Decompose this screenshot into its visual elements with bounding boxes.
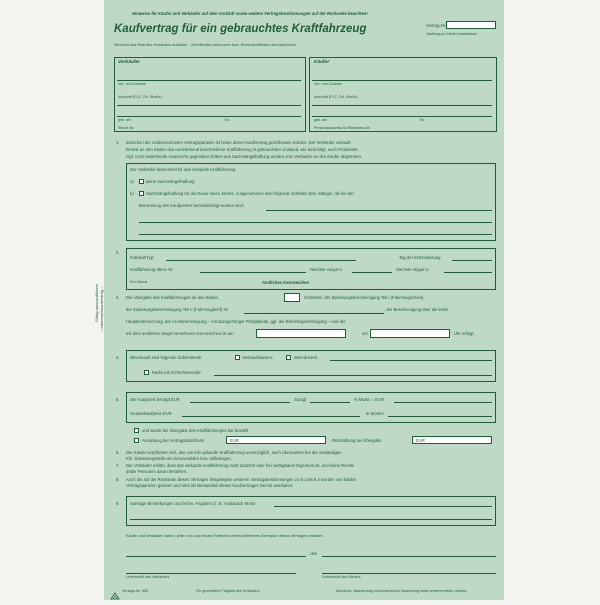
- s2-kennz-line[interactable]: [200, 272, 306, 273]
- s3-text-1: Die Übergabe des Kraftfahrzeuges an den Käufer,: [126, 295, 219, 300]
- s2-abgas: Nächste Abgas-U.: [396, 267, 430, 272]
- buyer-phone-label: Tel.:: [419, 118, 426, 122]
- s6-num: 6.: [116, 450, 120, 455]
- s1-line-1: Zwischen der vorbezeichneten Vertragsparteien ist heute dieser Kaufvertrag geschlossen worden. Der Verkäufer verkauft: [126, 140, 351, 145]
- s5-zuzgl: zuzügl.: [294, 397, 308, 402]
- s8-line-1: Auch die auf der Rückseite dieses Vertrages festgelegten weiteren Vertragsbestimmungen zu 8.1 bis 8.4 wurden von beiden: [126, 477, 357, 482]
- s1-b-text2: Bemessung des Kaufpreises berücksichtigt worden sind:: [139, 203, 244, 208]
- buyer-signature-line[interactable]: [322, 573, 496, 574]
- s1-line-3: Ggf. noch bestehende Ansprüche gegenüber Dritten aus Sachmängelhaftung werden vom Verkäufer an den Käufer abgetreten.: [126, 154, 363, 159]
- s3-text-3: der Zulassungsbescheinigung Teil II (Fahrzeugbrief) Nr.: [126, 307, 229, 312]
- s5-eur2: EUR: [416, 438, 425, 443]
- footer-verlag: Verlags-Nr. 506: [122, 589, 149, 593]
- s1-line-2: hiermit an den Käufer das nachstehend beschriebene Kraftfahrzeug in gebrauchtem Zustand, wie besichtigt, nach Probefahrt.: [126, 147, 359, 152]
- side-text-2: – Interessenkaufvertrag –: [99, 286, 104, 332]
- s2-fabrikat-line[interactable]: [166, 260, 356, 261]
- s4-num: 4.: [116, 355, 120, 360]
- buyer-address-line[interactable]: [312, 105, 492, 106]
- s3-num: 3.: [116, 295, 120, 300]
- publisher-logo-icon: [110, 587, 120, 605]
- seller-steuer-label: Steuer-Nr.: [118, 126, 135, 130]
- s5-num: 5.: [116, 397, 120, 402]
- s5-rest: Restzahlung bei Übergabe: [332, 438, 382, 443]
- s5-anzahlung: Anzahlung bei Vertragsabschluss: [142, 438, 204, 443]
- seller-phone-label: Tel.:: [224, 118, 231, 122]
- s1-liability-box: [126, 163, 496, 241]
- seller-title: Verkäufer: [118, 60, 140, 65]
- footer-left: Für gewerbliche Tätigkeit des Verkäufers: [196, 589, 260, 593]
- seller-address-line[interactable]: [117, 105, 301, 106]
- seller-address-label: Anschrift (PLZ, Ort, Straße): [118, 95, 162, 99]
- s2-erstzulassung: Tag der Erstzulassung: [399, 255, 441, 260]
- s6-line-2: Kfz.-Zulassungsstelle ein-/umzumelden bzw. stillzulegen.: [126, 456, 232, 461]
- vertrag-sub: Nachtrag zu Käufer-Nachtweise: [426, 32, 477, 36]
- s9-num: 9.: [116, 501, 120, 506]
- s2-abgas-line[interactable]: [444, 272, 492, 273]
- s8-line-2: Vertragsparteien gelesen und sind als Bestandteil dieses Kaufvertrages hiermit anerkannt.: [126, 483, 294, 488]
- side-text-1: Gültig durchzuführen!: [94, 283, 99, 322]
- s8-num: 8.: [116, 477, 120, 482]
- s5-preis-line[interactable]: [190, 402, 290, 403]
- s1-a-text: keine Sachmängelhaftung: [146, 179, 195, 184]
- s4-opt1-checkbox[interactable]: [235, 355, 240, 360]
- buyer-phone-line[interactable]: [312, 116, 492, 117]
- buyer-name-line[interactable]: [312, 80, 492, 81]
- date-line[interactable]: [322, 556, 496, 557]
- s5-mwst-rate-line[interactable]: [310, 402, 350, 403]
- s7-line-1: Der Verkäufer erklärt, dass das verkaufte Kraftfahrzeug nicht Zubehör oder frei verfügbaren Eigentum ist, und keine Rechte: [126, 463, 355, 468]
- seller-phone-line[interactable]: [117, 116, 301, 117]
- signature-den: , den: [308, 551, 318, 556]
- s3-uhr: Uhr erfolgt.: [454, 331, 475, 336]
- s3-date-field[interactable]: [256, 329, 346, 338]
- s1-a-label: a): [130, 179, 134, 184]
- s3-keys-count-field[interactable]: [284, 293, 300, 302]
- page-title: Kaufvertrag für ein gebrauchtes Kraftfahrzeug: [114, 23, 367, 35]
- s4-opt2-checkbox[interactable]: [286, 355, 291, 360]
- s5-gesamt-line[interactable]: [182, 416, 360, 417]
- buyer-geb-label: geb. am: [314, 118, 327, 122]
- s4-other-line[interactable]: [330, 360, 492, 361]
- s1-defects-line-2[interactable]: [139, 222, 492, 223]
- s2-amtlich: Amtliches Kennzeichen: [262, 280, 310, 285]
- s7-line-2: dritter Personen daran bestehen.: [126, 469, 188, 474]
- buyer-name-label: Vor- und Zuname: [314, 82, 342, 86]
- s3-text-6: mit dem amtlichen Siegel versehenen Kennzeichen ist am: [126, 331, 234, 336]
- s1-b-label: b): [130, 191, 134, 196]
- seller-geb-label: geb. am: [118, 118, 131, 122]
- vertrag-nr-label: Vertrag-Nr.: [426, 23, 447, 28]
- s1-a-checkbox[interactable]: [139, 179, 144, 184]
- s4-text: Mitverkauft sind folgende Zubehörteile:: [130, 355, 203, 360]
- s5-preis: Der Kaufpreis beträgt EUR: [130, 397, 180, 402]
- seller-signature-line[interactable]: [126, 573, 296, 574]
- s5-bezahlt: und wurde bei Übergabe des Kraftfahrzeuges bar bezahlt: [142, 428, 249, 433]
- s3-time-field[interactable]: [370, 329, 450, 338]
- s1-num: 1.: [116, 140, 120, 145]
- s4-extra-line[interactable]: [214, 375, 492, 376]
- seller-signature-label: Unterschrift des Verkäufers: [126, 575, 170, 579]
- s1-b-text: Sachmängelhaftung für die Dauer eines Jahres. Ausgenommen sind folgende Schäden bzw. Mängel, die bei der: [146, 191, 354, 196]
- header-note: Hinweise für Käufer und Verkäufer auf dem Vorblatt sowie weitere Vertragsbestimmungen auf der Rückseite beachten!: [132, 11, 368, 16]
- seller-name-line[interactable]: [117, 80, 301, 81]
- s5-mwst: % MwSt. = EUR: [354, 397, 385, 402]
- s5-gesamt: Gesamtkaufpreis EUR: [130, 411, 172, 416]
- s1-defects-line-1[interactable]: [266, 210, 492, 211]
- s2-km: Km-Stand: [130, 280, 147, 284]
- s3-text-4: , der Bescheinigung über die letzte: [384, 307, 449, 312]
- s9-line-2[interactable]: [130, 519, 492, 520]
- s4-opt3-checkbox[interactable]: [144, 370, 149, 375]
- s5-eur1: EUR: [230, 438, 239, 443]
- s2-erstzulassung-line[interactable]: [452, 260, 492, 261]
- s2-fabrikat: Fabrikat/Typ:: [130, 255, 155, 260]
- s3-text-2: Schlüssel, der Zulassungsbescheinigung Teil I (Fahrzeugschein),: [304, 295, 425, 300]
- s6-line-1: Der Käufer verpflichtet sich, das von ihm gekaufte Kraftfahrzeug unverzüglich, nach Übernahme bei der zuständigen: [126, 450, 342, 455]
- s2-kennz: Kraftfahrzeug-Ident.-Nr.: [130, 267, 174, 272]
- buyer-id-label: Personalausweis-Nr./Reisepass-Nr.: [314, 126, 371, 130]
- s5-anzahlung-checkbox[interactable]: [134, 438, 139, 443]
- s3-um: um: [362, 331, 368, 336]
- s4-opt2: Warndreieck,: [294, 355, 319, 360]
- s2-hauptu-line[interactable]: [352, 272, 392, 273]
- buyer-signature-label: Unterschrift des Käufers: [322, 575, 361, 579]
- signature-intro: Käufer und Verkäufer haben, jeder von uns beiden Partnern unterschriebenes Exemplar dieses Vertrages erhalten.: [126, 533, 324, 538]
- footer-right: Nachdruck, Nachahmung und elektronische Speicherung sowie urheberrechtlich verboten: [336, 589, 468, 593]
- s1-b-checkbox[interactable]: [139, 191, 144, 196]
- s1-defects-line-3[interactable]: [139, 234, 492, 235]
- s5-mwst-amount-line[interactable]: [394, 402, 492, 403]
- s1-box-title: Der Verkäufer übernimmt für das verkaufte Kraftfahrzeug: [130, 167, 236, 172]
- buyer-address-label: Anschrift (PLZ, Ort, Straße): [314, 95, 358, 99]
- s4-opt1: Verbandskasten,: [242, 355, 274, 360]
- s5-bezahlt-checkbox[interactable]: [134, 428, 139, 433]
- s2-hauptu: Nächste Haupt-U.: [310, 267, 344, 272]
- s2-num: 2.: [116, 250, 120, 255]
- s4-opt3: Radio mit Sicherheitscode: [152, 370, 201, 375]
- s3-brief-nr-line[interactable]: [244, 313, 384, 314]
- contract-sheet: [94, 0, 504, 600]
- vertrag-nr-field[interactable]: [446, 21, 496, 29]
- buyer-title: Käufer: [314, 60, 330, 65]
- seller-name-label: Vor- und Zuname: [118, 82, 146, 86]
- s7-num: 7.: [116, 463, 120, 468]
- s3-text-5: Hauptuntersuchung, der AU-Bescheinigung – mit dazugehöriger Prüfplakette, ggf. der Betriebsgenehmigung – und der: [126, 319, 346, 324]
- instruction-text: Schreibd das Blatt des Verkäufers ausfüllen · Zutreffendes ankreuzen bzw. Nichtzutreffendes durchstreichen: [114, 43, 297, 47]
- s5-worten: in Worten: [366, 411, 384, 416]
- s9-text: Sonstige Bemerkungen und techn. Angaben (z. B. Austausch-Motor: [130, 501, 256, 506]
- s5-price-box: [126, 392, 496, 423]
- s9-line-1[interactable]: [274, 506, 492, 507]
- place-line[interactable]: [126, 556, 306, 557]
- s5-anzahlung-field[interactable]: [226, 436, 326, 444]
- s5-worten-line[interactable]: [388, 416, 492, 417]
